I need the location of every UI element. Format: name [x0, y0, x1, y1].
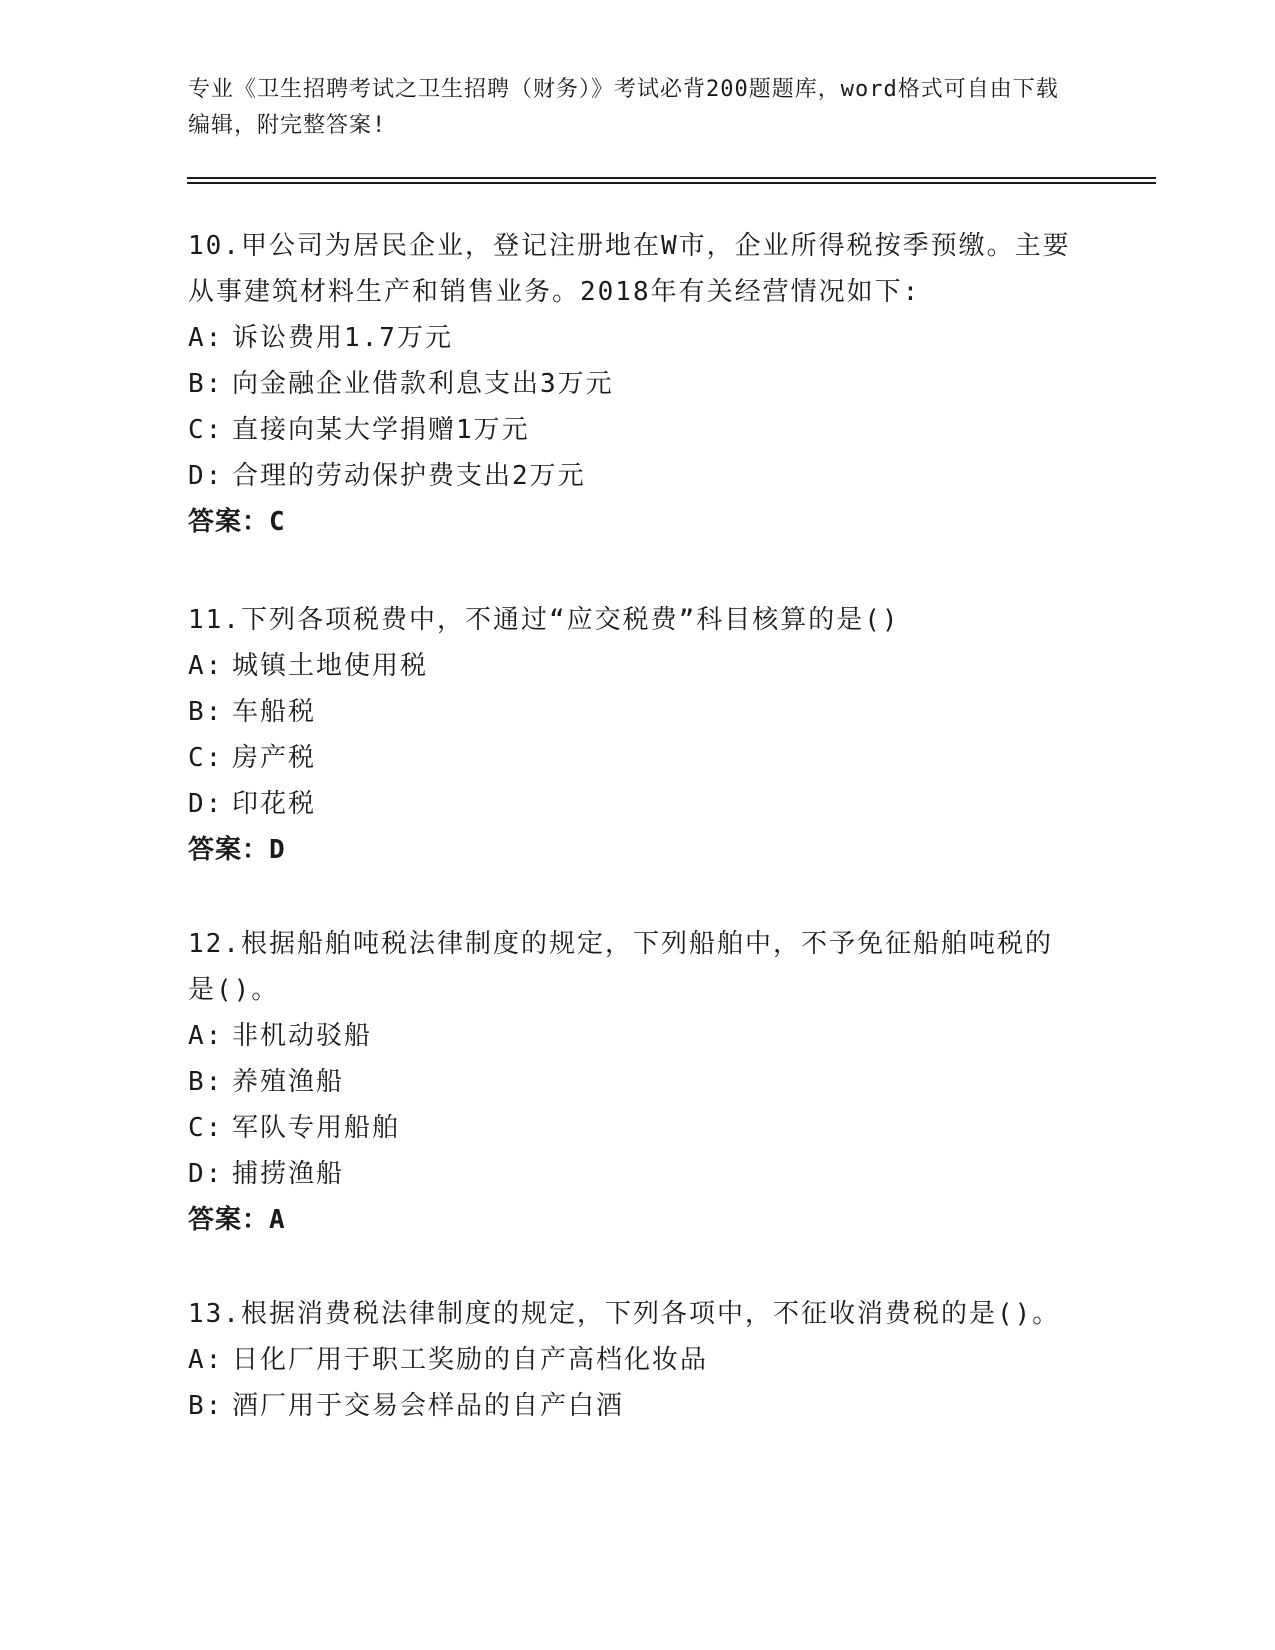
option-letter: B: [188, 369, 224, 399]
option-letter: A: [188, 323, 224, 353]
option-letter: A: [188, 1021, 224, 1051]
question-stem: 12.根据船舶吨税法律制度的规定，下列船舶中，不予免征船舶吨税的是()。 [188, 929, 1053, 1005]
option-text: 直接向某大学捐赠1万元 [232, 415, 530, 445]
answer: 答案：A [188, 1205, 286, 1235]
option-c [188, 407, 1088, 453]
option-text: 非机动驳船 [232, 1021, 373, 1051]
option-letter: A: [188, 651, 224, 681]
option-b [188, 361, 1088, 407]
option-text: 军队专用船舶 [232, 1113, 401, 1143]
option-c [188, 1105, 1088, 1151]
option-text: 养殖渔船 [232, 1067, 345, 1097]
option-letter: C: [188, 415, 224, 445]
option-letter: B: [188, 1391, 224, 1421]
document-header: 专业《卫生招聘考试之卫生招聘（财务）》考试必背200题题库，word格式可自由下载编辑，附完整答案! [188, 77, 1059, 138]
option-text: 诉讼费用1.7万元 [232, 323, 453, 353]
option-b [188, 689, 1088, 735]
option-d [188, 453, 1088, 499]
option-text: 酒厂用于交易会样品的自产白酒 [232, 1391, 625, 1421]
option-letter: B: [188, 697, 224, 727]
question-11 [188, 597, 1088, 873]
option-letter: C: [188, 1113, 224, 1143]
option-c [188, 735, 1088, 781]
option-a [188, 1337, 1088, 1383]
answer: 答案：C [188, 507, 286, 537]
option-a [188, 315, 1088, 361]
option-text: 房产税 [232, 743, 317, 773]
header-divider-top [187, 177, 1156, 179]
question-12 [188, 921, 1088, 1243]
option-text: 日化厂用于职工奖励的自产高档化妆品 [232, 1345, 709, 1375]
option-letter: D: [188, 461, 224, 491]
option-d [188, 781, 1088, 827]
option-text: 印花税 [232, 789, 317, 819]
option-letter: A: [188, 1345, 224, 1375]
option-text: 向金融企业借款利息支出3万元 [232, 369, 614, 399]
question-stem: 10.甲公司为居民企业，登记注册地在W市，企业所得税按季预缴。主要从事建筑材料生产和销售业务。2018年有关经营情况如下: [188, 231, 1071, 307]
option-letter: D: [188, 789, 224, 819]
answer: 答案：D [188, 835, 286, 865]
option-letter: C: [188, 743, 224, 773]
question-stem: 11.下列各项税费中，不通过“应交税费”科目核算的是() [188, 605, 900, 635]
question-10 [188, 223, 1088, 545]
option-text: 城镇土地使用税 [232, 651, 429, 681]
option-text: 车船税 [232, 697, 317, 727]
option-a [188, 643, 1088, 689]
header-divider-bottom [187, 182, 1156, 184]
question-stem: 13.根据消费税法律制度的规定，下列各项中，不征收消费税的是()。 [188, 1299, 1061, 1329]
option-letter: B: [188, 1067, 224, 1097]
option-text: 合理的劳动保护费支出2万元 [232, 461, 586, 491]
option-b [188, 1059, 1088, 1105]
option-a [188, 1013, 1088, 1059]
question-13 [188, 1291, 1088, 1429]
option-letter: D: [188, 1159, 224, 1189]
option-text: 捕捞渔船 [232, 1159, 345, 1189]
option-d [188, 1151, 1088, 1197]
option-b [188, 1383, 1088, 1429]
